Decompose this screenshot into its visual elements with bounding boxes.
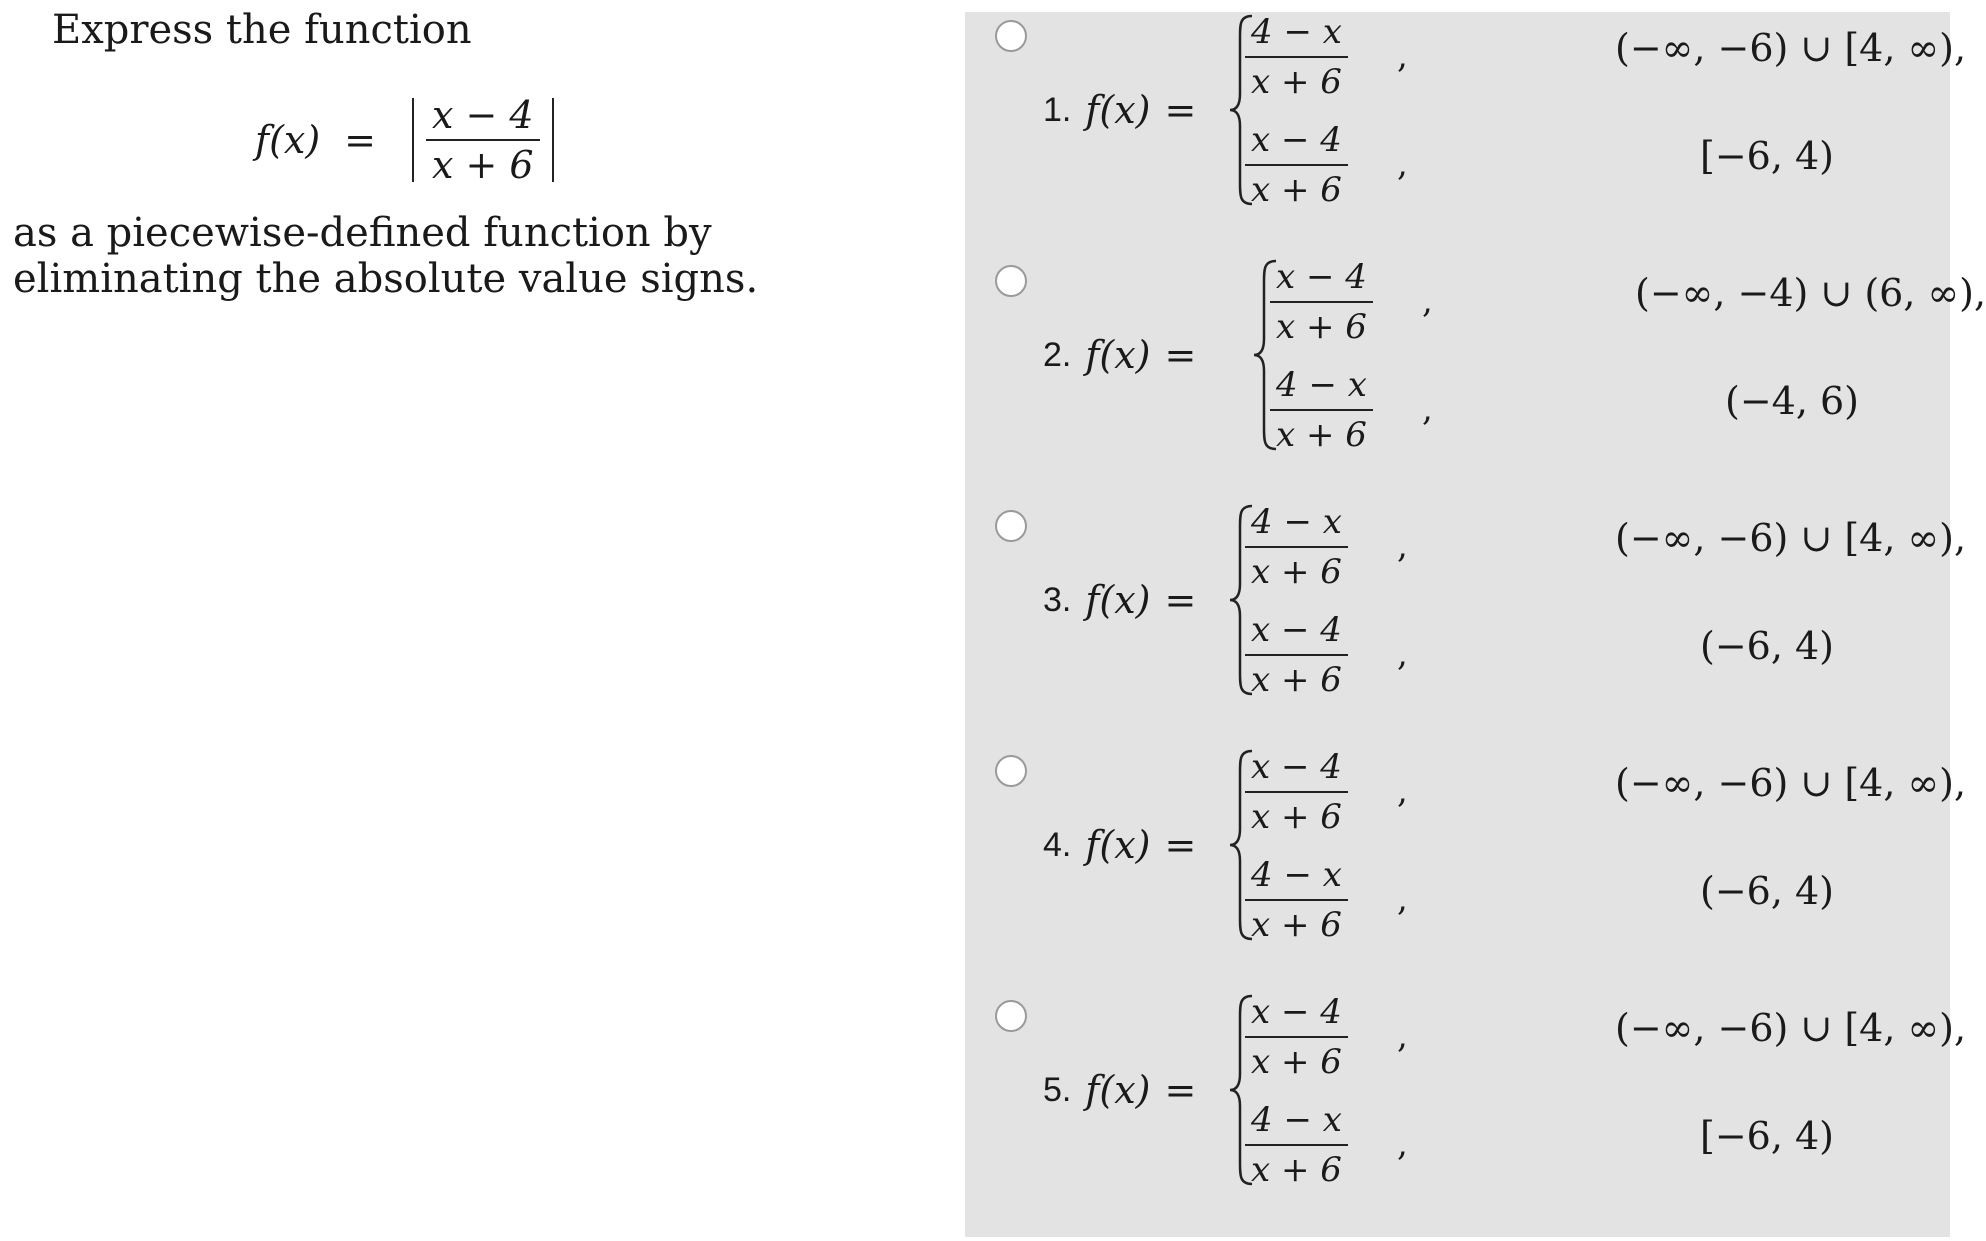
- piece-fraction: [1245, 606, 1348, 704]
- formula-equals: =: [344, 118, 376, 162]
- piece-numerator: 4 − x: [1276, 365, 1367, 405]
- option-lhs: f(x): [1085, 823, 1151, 867]
- piece-numerator: 4 − x: [1251, 1100, 1342, 1140]
- option-number: 5.: [1043, 1070, 1072, 1109]
- piece-comma: ,: [1397, 144, 1408, 184]
- piece-comma: ,: [1397, 771, 1408, 811]
- piece-interval: [−6, 4): [1700, 134, 1835, 178]
- answer-choices: [965, 12, 1986, 1237]
- piece-interval: (−4, 6): [1725, 379, 1860, 423]
- piece-1: [1245, 741, 1967, 841]
- piece-fraction: [1245, 498, 1348, 596]
- piece-comma: ,: [1397, 879, 1408, 919]
- option-equals: =: [1164, 578, 1197, 622]
- piece-interval: [−6, 4): [1700, 1114, 1835, 1158]
- piece-2: [1245, 849, 1945, 949]
- piece-1: [1270, 251, 1986, 351]
- piece-interval: (−∞, −4) ∪ (6, ∞),: [1635, 271, 1986, 315]
- radio-button-1[interactable]: [995, 20, 1027, 52]
- piece-interval: (−6, 4): [1700, 869, 1835, 913]
- absolute-bar-right: [552, 98, 554, 182]
- option-lhs: f(x): [1085, 578, 1151, 622]
- piece-numerator: 4 − x: [1251, 12, 1342, 52]
- answer-option-4[interactable]: [965, 747, 1967, 992]
- option-label: [1043, 88, 1196, 132]
- piece-1: [1245, 6, 1967, 106]
- formula-denominator: x + 6: [432, 143, 534, 187]
- piece-fraction: [1245, 988, 1348, 1086]
- answer-option-3[interactable]: [965, 502, 1967, 747]
- question-intro: Express the function: [52, 7, 472, 53]
- radio-button-5[interactable]: [995, 1000, 1027, 1032]
- piece-interval: (−∞, −6) ∪ [4, ∞),: [1615, 516, 1967, 560]
- piece-comma: ,: [1397, 1016, 1408, 1056]
- piece-fraction: [1245, 743, 1348, 841]
- option-equals: =: [1164, 823, 1197, 867]
- piece-comma: ,: [1397, 1124, 1408, 1164]
- absolute-bar-left: [412, 98, 414, 182]
- radio-button-4[interactable]: [995, 755, 1027, 787]
- piece-numerator: 4 − x: [1251, 502, 1342, 542]
- piece-fraction: [1245, 8, 1348, 106]
- option-label: [1043, 578, 1196, 622]
- piece-denominator: x + 6: [1251, 660, 1342, 700]
- piece-denominator: x + 6: [1251, 552, 1342, 592]
- piece-interval: (−∞, −6) ∪ [4, ∞),: [1615, 761, 1967, 805]
- piece-fraction: [1245, 1096, 1348, 1194]
- formula-numerator: x − 4: [432, 93, 534, 137]
- option-label: [1043, 823, 1196, 867]
- piece-numerator: x − 4: [1276, 257, 1367, 297]
- piece-fraction: [1245, 116, 1348, 214]
- radio-button-3[interactable]: [995, 510, 1027, 542]
- question-formula: [255, 80, 566, 200]
- answer-option-1[interactable]: [965, 12, 1967, 257]
- answer-option-2[interactable]: [965, 257, 1986, 502]
- piece-denominator: x + 6: [1276, 415, 1367, 455]
- piece-comma: ,: [1397, 526, 1408, 566]
- piece-denominator: x + 6: [1251, 170, 1342, 210]
- option-equals: =: [1164, 1068, 1197, 1112]
- piece-numerator: x − 4: [1251, 992, 1342, 1032]
- piece-denominator: x + 6: [1251, 1150, 1342, 1190]
- piece-fraction: [1270, 253, 1373, 351]
- piece-comma: ,: [1422, 281, 1433, 321]
- option-equals: =: [1164, 333, 1197, 377]
- formula-fraction: [426, 91, 540, 189]
- option-number: 2.: [1043, 335, 1072, 374]
- question-instruction: as a piecewise-defined function by eliminating the absolute value signs.: [13, 210, 759, 302]
- piece-2: [1245, 604, 1945, 704]
- piece-denominator: x + 6: [1251, 1042, 1342, 1082]
- piece-1: [1245, 496, 1967, 596]
- piece-denominator: x + 6: [1251, 62, 1342, 102]
- piece-numerator: x − 4: [1251, 747, 1342, 787]
- piece-denominator: x + 6: [1251, 797, 1342, 837]
- piece-2: [1245, 114, 1945, 214]
- piece-comma: ,: [1422, 389, 1433, 429]
- piece-interval: (−∞, −6) ∪ [4, ∞),: [1615, 1006, 1967, 1050]
- piece-comma: ,: [1397, 36, 1408, 76]
- option-equals: =: [1164, 88, 1197, 132]
- answer-option-5[interactable]: [965, 992, 1967, 1237]
- piece-numerator: x − 4: [1251, 610, 1342, 650]
- piece-denominator: x + 6: [1276, 307, 1367, 347]
- piece-numerator: x − 4: [1251, 120, 1342, 160]
- option-label: [1043, 333, 1196, 377]
- option-number: 3.: [1043, 580, 1072, 619]
- option-number: 1.: [1043, 90, 1072, 129]
- radio-button-2[interactable]: [995, 265, 1027, 297]
- option-lhs: f(x): [1085, 1068, 1151, 1112]
- piece-2: [1245, 1094, 1945, 1194]
- option-lhs: f(x): [1085, 88, 1151, 132]
- piece-comma: ,: [1397, 634, 1408, 674]
- piece-interval: (−6, 4): [1700, 624, 1835, 668]
- question-panel: [0, 0, 960, 1241]
- formula-lhs: f(x): [255, 118, 321, 162]
- piece-fraction: [1270, 361, 1373, 459]
- piece-1: [1245, 986, 1967, 1086]
- option-label: [1043, 1068, 1196, 1112]
- piece-2: [1270, 359, 1970, 459]
- piece-fraction: [1245, 851, 1348, 949]
- piece-denominator: x + 6: [1251, 905, 1342, 945]
- option-number: 4.: [1043, 825, 1072, 864]
- option-lhs: f(x): [1085, 333, 1151, 377]
- piece-numerator: 4 − x: [1251, 855, 1342, 895]
- piece-interval: (−∞, −6) ∪ [4, ∞),: [1615, 26, 1967, 70]
